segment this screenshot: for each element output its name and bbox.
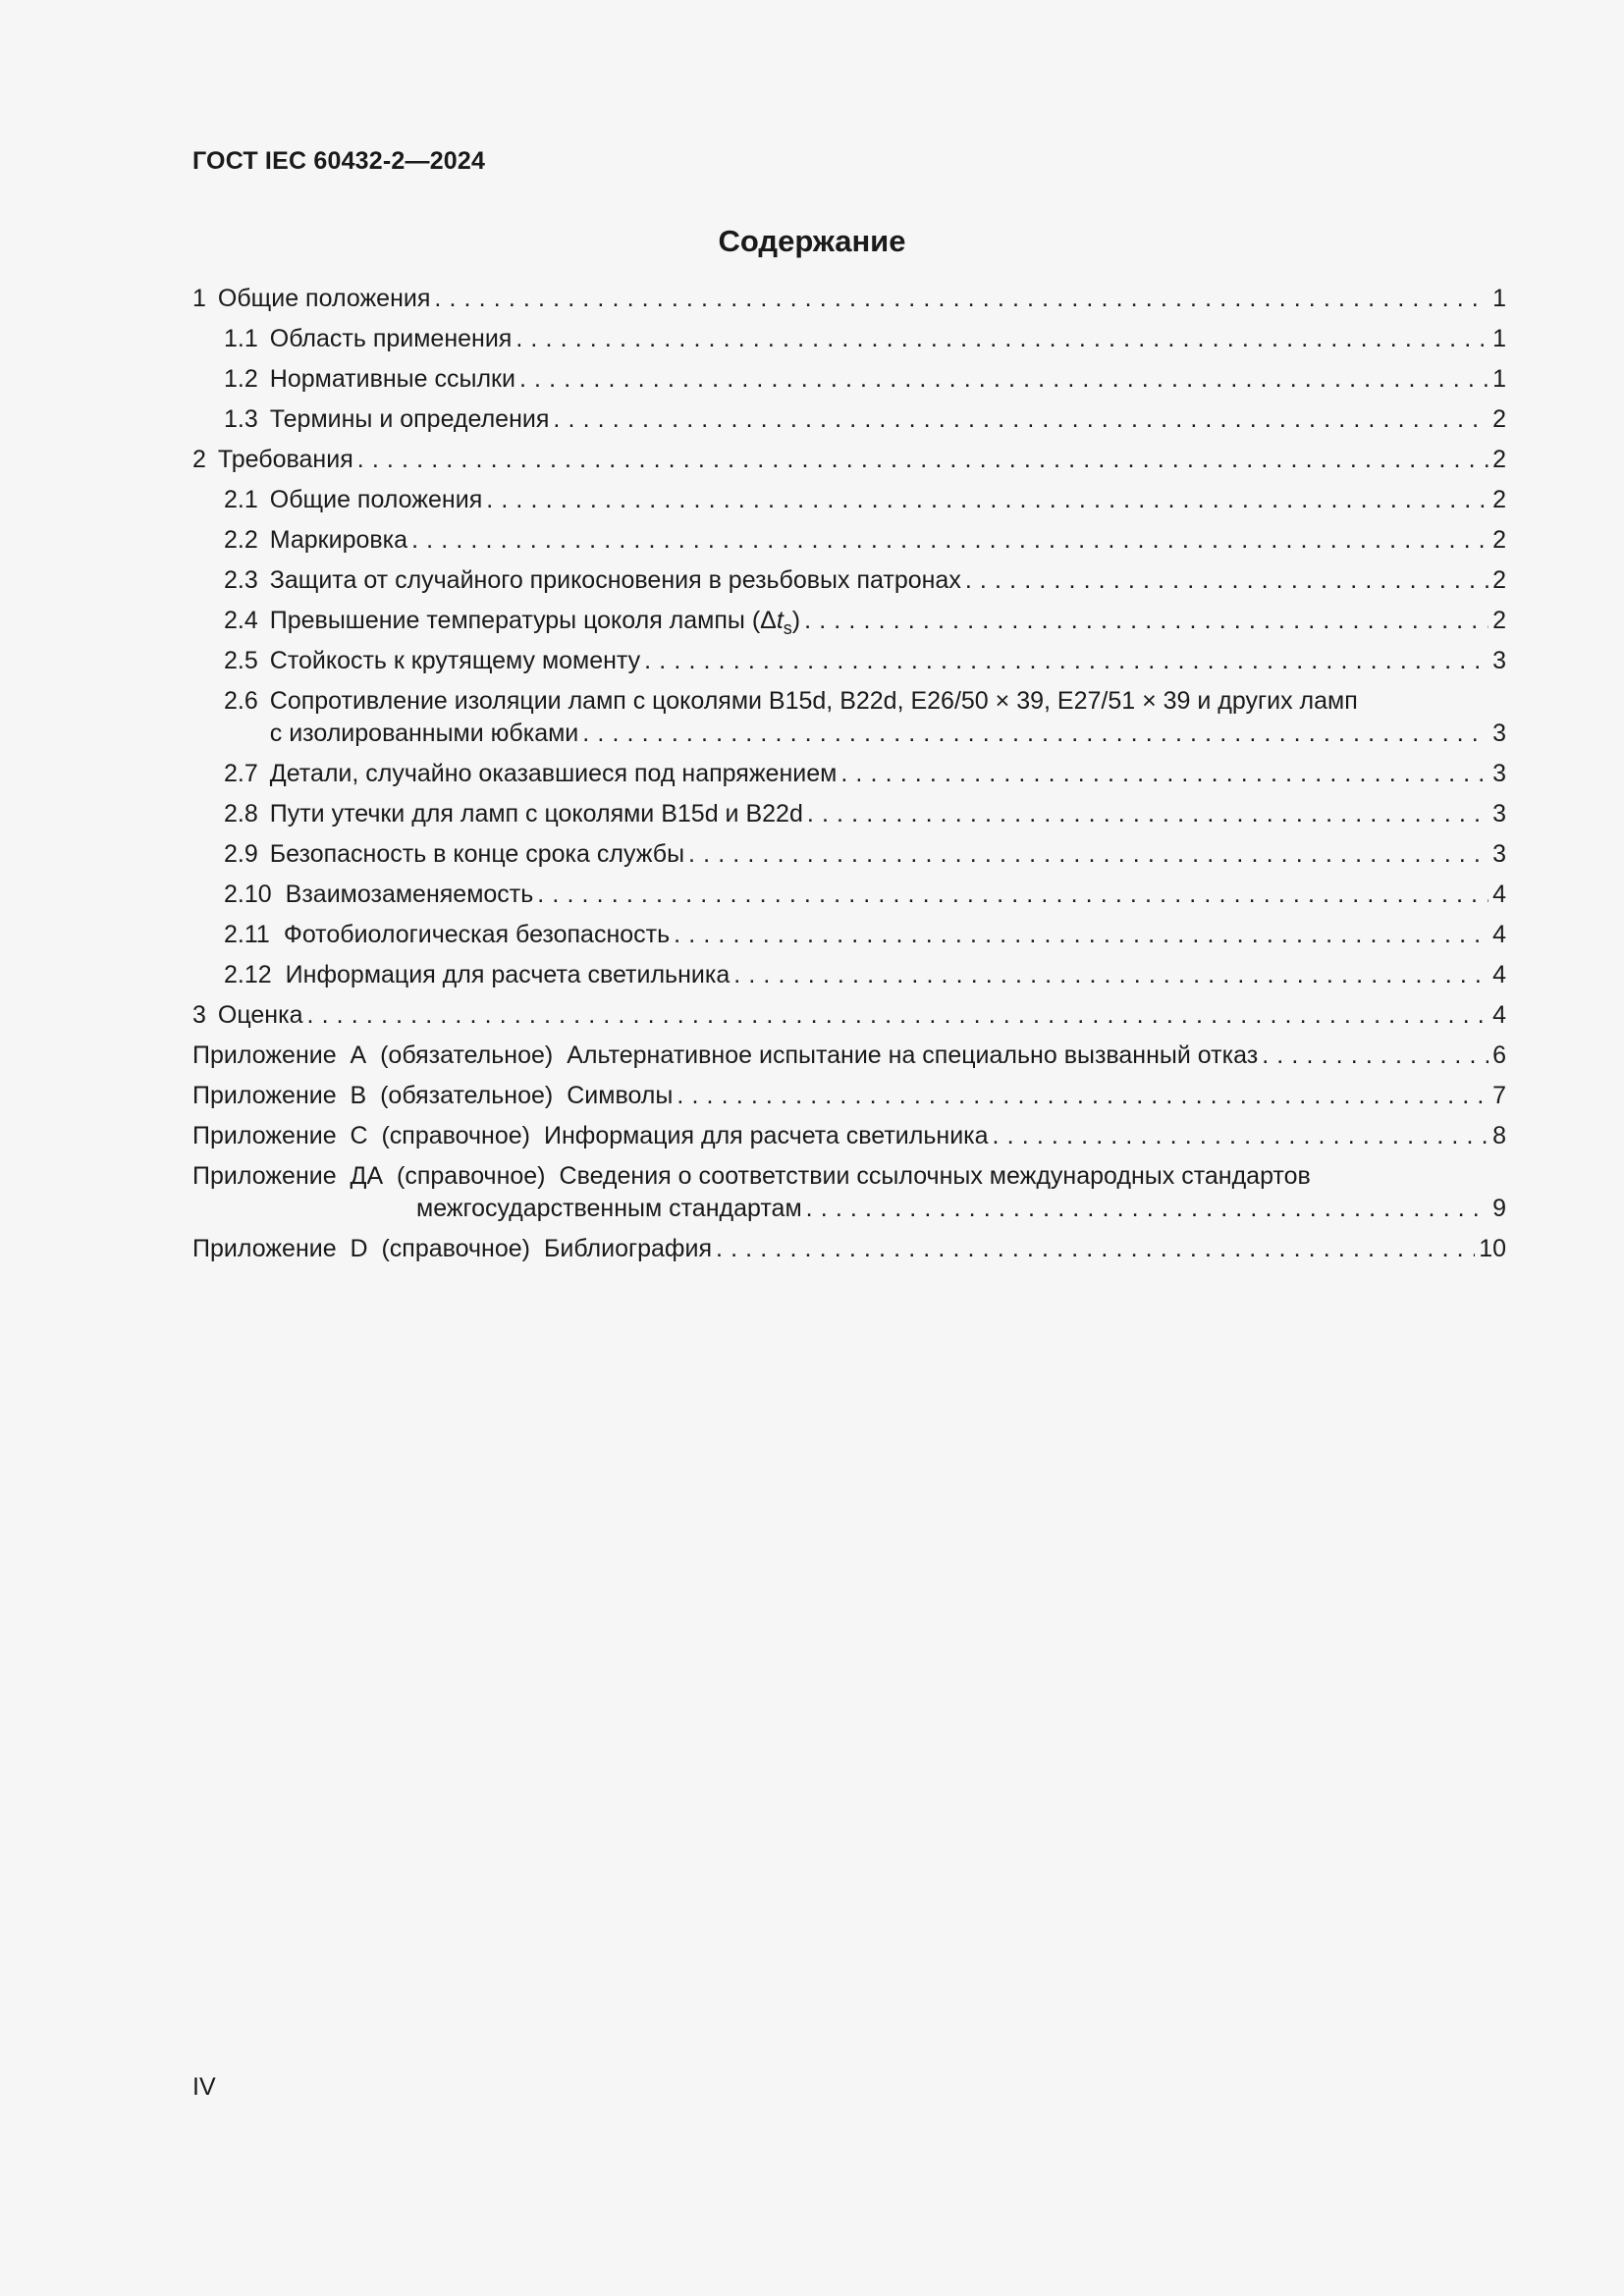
toc-entry-number: 2.8 (224, 800, 258, 828)
toc-entry-text: Детали, случайно оказавшиеся под напряжением (269, 760, 838, 787)
annex-title: Информация для расчета светильника (543, 1122, 989, 1149)
toc-entry-2-2[interactable] (192, 524, 1506, 557)
toc-entry-number: 2 (192, 446, 206, 473)
toc-entry-number: 1 (192, 285, 206, 312)
toc-entry-2-12[interactable] (192, 959, 1506, 991)
toc-entry-text: Требования (217, 446, 353, 473)
toc-annex-a[interactable] (192, 1040, 1506, 1072)
toc-entry-text: Стойкость к крутящему моменту (269, 647, 641, 674)
toc-entry-page: 3 (1492, 760, 1506, 787)
toc-entry-2-11[interactable] (192, 919, 1506, 951)
toc-entry-1-3[interactable] (192, 403, 1506, 436)
annex-label: Приложение А (обязательное) (192, 1041, 554, 1069)
toc-entry-text-line1: Сопротивление изоляции ламп с цоколями B15d, B22d, E26/50 × 39, E27/51 × 39 и других ламп (269, 687, 1358, 715)
toc-entry-page: 7 (1492, 1082, 1506, 1109)
toc-entry-number: 3 (192, 1001, 206, 1029)
document-code: ГОСТ IEC 60432-2—2024 (192, 147, 486, 175)
page-number: IV (192, 2073, 216, 2101)
toc-entry-2-9[interactable] (192, 838, 1506, 871)
leader-dots (519, 363, 1489, 396)
toc-entry-2-10[interactable] (192, 879, 1506, 911)
toc-entry-page: 4 (1492, 881, 1506, 908)
toc-annex-b[interactable] (192, 1080, 1506, 1112)
leader-dots (677, 1080, 1489, 1112)
toc-entry-text: Термины и определения (269, 405, 550, 433)
toc-entry-page: 3 (1492, 800, 1506, 828)
toc-entry-text: Общие положения (269, 486, 483, 513)
toc-entry-text: Оценка (217, 1001, 303, 1029)
toc-entry-page: 2 (1492, 607, 1506, 634)
toc-entry-number: 2.11 (224, 921, 270, 948)
toc-entry-2[interactable] (192, 444, 1506, 476)
toc-entry-number: 2.2 (224, 526, 258, 554)
leader-dots (716, 1233, 1475, 1265)
toc-entry-page: 2 (1492, 405, 1506, 433)
annex-title-line2: межгосударственным стандартам (416, 1195, 802, 1222)
toc-entry-number: 2.3 (224, 566, 258, 594)
leader-dots (688, 838, 1489, 871)
toc-annex-da[interactable] (192, 1160, 1506, 1225)
toc-entry-text: Превышение температуры цоколя лампы $(\Delta t_s)$ (269, 607, 801, 638)
toc-entry-page: 1 (1492, 325, 1506, 352)
toc-entry-1[interactable] (192, 283, 1506, 315)
toc-entry-number: 2.9 (224, 840, 258, 868)
toc-entry-text: Информация для расчета светильника (285, 961, 731, 988)
toc-entry-page: 3 (1492, 720, 1506, 747)
toc-entry-number: 2.5 (224, 647, 258, 674)
leader-dots (965, 564, 1489, 597)
toc-entry-page: 9 (1492, 1195, 1506, 1222)
toc-entry-number: 2.1 (224, 486, 258, 513)
annex-title: Библиография (543, 1235, 712, 1262)
annex-label: Приложение ДА (справочное) (192, 1162, 546, 1190)
toc-entry-page: 2 (1492, 446, 1506, 473)
toc-entry-text: Маркировка (269, 526, 408, 554)
toc-entry-page: 4 (1492, 1001, 1506, 1029)
toc-entry-page: 8 (1492, 1122, 1506, 1149)
toc-entry-text-line2: с изолированными юбками (269, 720, 579, 747)
annex-title-line1: Сведения о соответствии ссылочных международных стандартов (559, 1162, 1311, 1190)
annex-title: Символы (567, 1082, 674, 1109)
toc-entry-number: 2.12 (224, 961, 272, 988)
leader-dots (1262, 1040, 1489, 1072)
toc-entry-number: 1.2 (224, 365, 258, 393)
leader-dots (807, 798, 1489, 830)
leader-dots (537, 879, 1489, 911)
toc-annex-d[interactable] (192, 1233, 1506, 1265)
leader-dots (486, 484, 1489, 516)
leader-dots (582, 718, 1489, 750)
toc-entry-page: 10 (1479, 1235, 1506, 1262)
leader-dots (307, 999, 1489, 1032)
toc-entry-text: Пути утечки для ламп с цоколями B15d и B22d (269, 800, 803, 828)
leader-dots (806, 1193, 1489, 1225)
toc-entry-2-3[interactable] (192, 564, 1506, 597)
toc-entry-2-6[interactable] (192, 685, 1506, 750)
leader-dots (553, 403, 1489, 436)
toc-entry-text: Нормативные ссылки (269, 365, 515, 393)
toc-entry-page: 2 (1492, 526, 1506, 554)
toc-entry-2-1[interactable] (192, 484, 1506, 516)
toc-entry-2-5[interactable] (192, 645, 1506, 677)
leader-dots (840, 758, 1489, 790)
leader-dots (993, 1120, 1489, 1152)
leader-dots (434, 283, 1489, 315)
toc-entry-page: 3 (1492, 840, 1506, 868)
toc-entry-2-7[interactable] (192, 758, 1506, 790)
toc-entry-page: 4 (1492, 921, 1506, 948)
toc-entry-text: Фотобиологическая безопасность (283, 921, 671, 948)
toc-entry-text: Область применения (269, 325, 513, 352)
toc-entry-number: 2.4 (224, 607, 258, 634)
toc-entry-page: 1 (1492, 285, 1506, 312)
toc-entry-2-4[interactable] (192, 605, 1506, 637)
toc-entry-3[interactable] (192, 999, 1506, 1032)
toc-entry-text: Безопасность в конце срока службы (269, 840, 685, 868)
toc-annex-c[interactable] (192, 1120, 1506, 1152)
toc-entry-number: 1.1 (224, 325, 258, 352)
annex-label: Приложение С (справочное) (192, 1122, 530, 1149)
toc-entry-text: Защита от случайного прикосновения в резьбовых патронах (269, 566, 961, 594)
toc-entry-text: Взаимозаменяемость (285, 881, 534, 908)
toc-entry-1-2[interactable] (192, 363, 1506, 396)
leader-dots (733, 959, 1489, 991)
toc-entry-number: 2.10 (224, 881, 272, 908)
leader-dots (804, 605, 1489, 637)
toc-entry-page: 3 (1492, 647, 1506, 674)
leader-dots (357, 444, 1489, 476)
toc-entry-page: 2 (1492, 486, 1506, 513)
toc-entry-page: 1 (1492, 365, 1506, 393)
toc-title: Содержание (718, 224, 906, 258)
toc-entry-page: 6 (1492, 1041, 1506, 1069)
leader-dots (674, 919, 1489, 951)
toc-entry-1-1[interactable] (192, 323, 1506, 355)
leader-dots (515, 323, 1489, 355)
toc-entry-page: 2 (1492, 566, 1506, 594)
leader-dots (411, 524, 1489, 557)
toc-entry-number: 1.3 (224, 405, 258, 433)
leader-dots (644, 645, 1489, 677)
annex-title: Альтернативное испытание на специально вызванный отказ (567, 1041, 1259, 1069)
toc-entry-page: 4 (1492, 961, 1506, 988)
annex-label: Приложение D (справочное) (192, 1235, 530, 1262)
toc-entry-2-8[interactable] (192, 798, 1506, 830)
toc-entry-number: 2.6 (224, 687, 258, 715)
annex-label: Приложение В (обязательное) (192, 1082, 554, 1109)
table-of-contents (192, 283, 1506, 1273)
toc-entry-number: 2.7 (224, 760, 258, 787)
toc-entry-text: Общие положения (217, 285, 431, 312)
